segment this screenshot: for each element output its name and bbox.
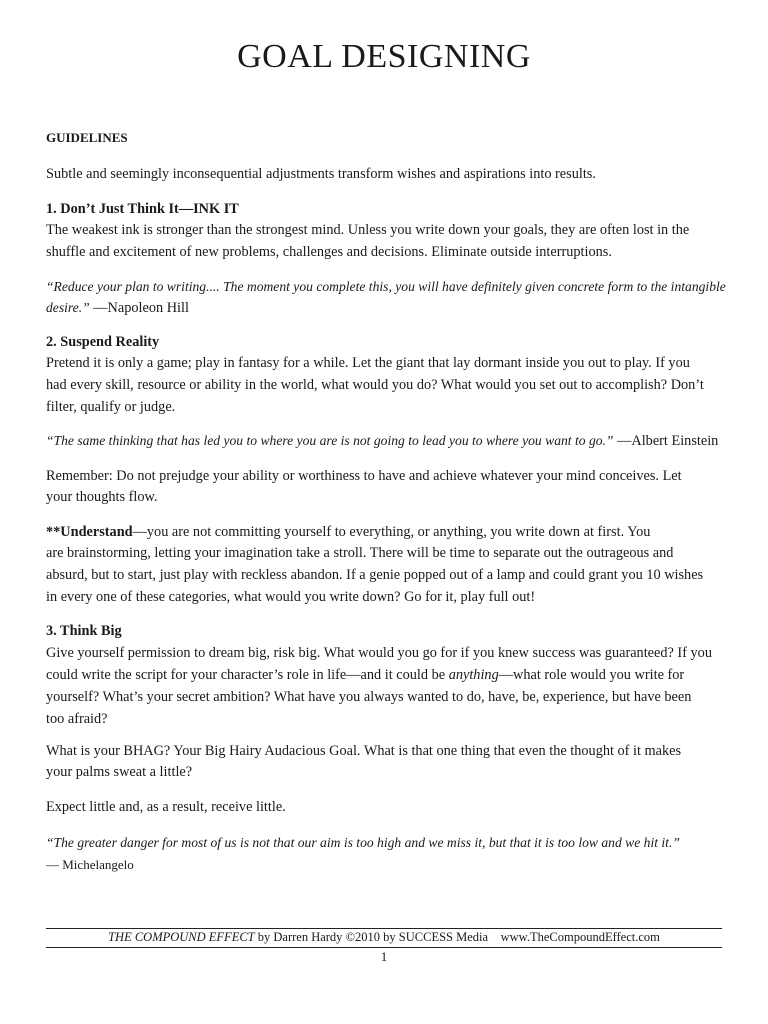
einstein-quote: “The same thinking that has led you to where you are is not going to lead you to where you want to go.” xyxy=(46,433,614,448)
intro-text: Subtle and seemingly inconsequential adjustments transform wishes and aspirations into results. xyxy=(46,166,596,182)
bhag-text: What is your BHAG? Your Big Hairy Audacious Goal. What is that one thing that even the thought of it makes xyxy=(46,743,682,759)
understand-text: —you are not committing yourself to everything, or anything, you write down at first. You xyxy=(132,524,651,540)
quote-author: — Michelangelo xyxy=(46,857,134,872)
section-2-text: Pretend it is only a game; play in fantasy for a while. Let the giant that lay dormant inside you out to play. If you xyxy=(46,355,690,371)
footer-rule-bottom xyxy=(46,947,722,948)
understand-label: **Understand xyxy=(46,524,133,540)
section-3-text: too afraid? xyxy=(46,711,108,727)
bhag-text: your palms sweat a little? xyxy=(46,764,193,780)
understand-text: absurd, but to start, just play with reckless abandon. If a genie popped out of a lamp and could grant you 10 wishes xyxy=(46,567,704,583)
footer xyxy=(46,928,722,946)
remember-text: Remember: Do not prejudge your ability or worthiness to have and achieve whatever your mind conceives. Let xyxy=(46,468,682,484)
quote-author: —Albert Einstein xyxy=(613,433,719,449)
section-1-heading: 1. Don’t Just Think It—INK IT xyxy=(46,201,239,217)
page-number: 1 xyxy=(380,949,388,964)
section-2-text: filter, qualify or judge. xyxy=(46,399,176,415)
remember-text: your thoughts flow. xyxy=(46,489,158,505)
footer-book-title: THE COMPOUND EFFECT xyxy=(108,930,255,944)
footer-credit: by Darren Hardy ©2010 by SUCCESS Media xyxy=(254,930,489,944)
expect-text: Expect little and, as a result, receive little. xyxy=(46,799,286,815)
page-title: GOAL DESIGNING xyxy=(237,38,531,75)
section-2-heading: 2. Suspend Reality xyxy=(46,334,160,350)
section-3-text: yourself? What’s your secret ambition? What have you always wanted to do, have, be, experience, but have been xyxy=(46,689,692,705)
understand-text: are brainstorming, letting your imagination take a stroll. There will be time to separate out the outrageous and xyxy=(46,545,674,561)
understand-text: in every one of these categories, what would you write down? Go for it, play full out! xyxy=(46,589,536,605)
section-1-text: The weakest ink is stronger than the strongest mind. Unless you write down your goals, they are often lost in the xyxy=(46,222,690,238)
hill-quote: desire.” xyxy=(46,300,90,315)
footer-url: www.TheCompoundEffect.com xyxy=(500,930,660,944)
guidelines-heading: GUIDELINES xyxy=(46,130,128,145)
hill-quote: “Reduce your plan to writing.... The moment you complete this, you will have definitely given concrete form to the intangible xyxy=(46,279,726,294)
quote-author: —Napoleon Hill xyxy=(89,300,189,316)
section-2-text: had every skill, resource or ability in the world, what would you do? What would you set out to accomplish? Don’t xyxy=(46,377,704,393)
section-3-text: —what role would you write for xyxy=(498,667,685,683)
section-1-text: shuffle and excitement of new problems, challenges and decisions. Eliminate outside interruptions. xyxy=(46,244,612,260)
emphasis-anything: anything xyxy=(448,667,499,683)
michelangelo-quote: “The greater danger for most of us is not that our aim is too high and we miss it, but that it is too low and we hit it.” xyxy=(46,835,680,850)
section-3-text: could write the script for your character’s role in life—and it could be xyxy=(46,667,449,683)
section-3-text: Give yourself permission to dream big, risk big. What would you go for if you knew success was guaranteed? If you xyxy=(46,645,712,661)
section-3-heading: 3. Think Big xyxy=(46,623,122,639)
